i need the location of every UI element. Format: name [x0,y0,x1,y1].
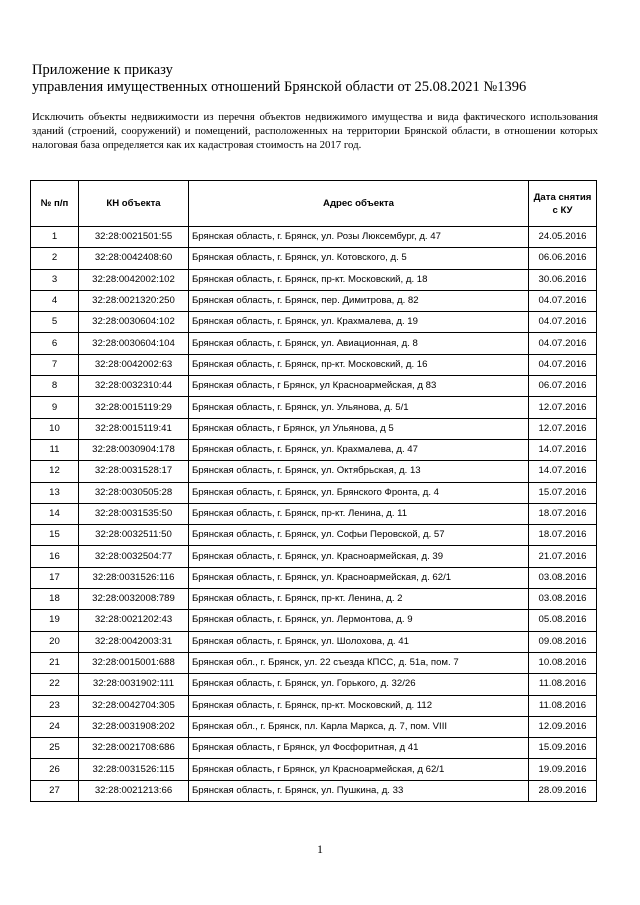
cadastral-number: 32:28:0021320:250 [79,290,189,311]
address: Брянская область, г Брянск, ул Красноармейская, д 62/1 [189,759,529,780]
cadastral-number: 32:28:0031908:202 [79,716,189,737]
address: Брянская область, г Брянск, ул Красноармейская, д 83 [189,376,529,397]
table-row [31,376,597,397]
address: Брянская область, г. Брянск, ул. Ульянова, д. 5/1 [189,397,529,418]
row-number: 17 [31,567,79,588]
cadastral-number: 32:28:0042704:305 [79,695,189,716]
cadastral-number: 32:28:0031902:111 [79,674,189,695]
cadastral-number: 32:28:0042002:102 [79,269,189,290]
address: Брянская область, г. Брянск, ул. Пушкина, д. 33 [189,780,529,801]
document-title [32,62,612,96]
title-line-2: управления имущественных отношений Брянской области от 25.08.2021 №1396 [32,79,527,95]
table-row [31,312,597,333]
removal-date: 11.08.2016 [529,674,597,695]
removal-date: 15.07.2016 [529,482,597,503]
cadastral-number: 32:28:0030505:28 [79,482,189,503]
cadastral-number: 32:28:0030904:178 [79,439,189,460]
row-number: 5 [31,312,79,333]
cadastral-number: 32:28:0031526:115 [79,759,189,780]
address: Брянская область, г. Брянск, ул. Шолохова, д. 41 [189,631,529,652]
row-number: 11 [31,439,79,460]
removal-date: 18.07.2016 [529,503,597,524]
cadastral-number: 32:28:0032008:789 [79,589,189,610]
removal-date: 11.08.2016 [529,695,597,716]
removal-date: 04.07.2016 [529,354,597,375]
row-number: 21 [31,652,79,673]
address: Брянская область, г. Брянск, ул. Красноармейская, д. 39 [189,546,529,567]
cadastral-number: 32:28:0031535:50 [79,503,189,524]
cadastral-number: 32:28:0042408:60 [79,248,189,269]
row-number: 12 [31,461,79,482]
removal-date: 10.08.2016 [529,652,597,673]
removal-date: 09.08.2016 [529,631,597,652]
cadastral-number: 32:28:0031526:116 [79,567,189,588]
address: Брянская область, г. Брянск, ул. Лермонтова, д. 9 [189,610,529,631]
table-row [31,525,597,546]
address: Брянская область, г. Брянск, пр-кт. Московский, д. 16 [189,354,529,375]
cadastral-number: 32:28:0032511:50 [79,525,189,546]
column-header-address: Адрес объекта [189,181,529,227]
row-number: 13 [31,482,79,503]
page-number: 1 [317,842,323,856]
address: Брянская область, г. Брянск, ул. Крахмалева, д. 47 [189,439,529,460]
removal-date: 12.07.2016 [529,397,597,418]
removal-date: 03.08.2016 [529,589,597,610]
removal-date: 14.07.2016 [529,461,597,482]
row-number: 27 [31,780,79,801]
table-row [31,610,597,631]
table-row [31,759,597,780]
address: Брянская область, г Брянск, ул Ульянова, д 5 [189,418,529,439]
cadastral-number: 32:28:0030604:102 [79,312,189,333]
removal-date: 28.09.2016 [529,780,597,801]
table-row [31,354,597,375]
cadastral-number: 32:28:0030604:104 [79,333,189,354]
address: Брянская область, г. Брянск, пр-кт. Ленина, д. 2 [189,589,529,610]
table-row [31,503,597,524]
row-number: 18 [31,589,79,610]
table-row [31,780,597,801]
address: Брянская область, г Брянск, ул Фосфоритная, д 41 [189,738,529,759]
address: Брянская область, г. Брянск, ул. Котовского, д. 5 [189,248,529,269]
removal-date: 15.09.2016 [529,738,597,759]
property-table [30,180,597,802]
row-number: 15 [31,525,79,546]
table-row [31,482,597,503]
address: Брянская область, г. Брянск, ул. Розы Люксембург, д. 47 [189,227,529,248]
row-number: 6 [31,333,79,354]
column-header-removal-date: Дата снятия с КУ [529,181,597,227]
address: Брянская обл., г. Брянск, ул. 22 съезда КПСС, д. 51а, пом. 7 [189,652,529,673]
title-line-1: Приложение к приказу [32,62,173,78]
table-row [31,738,597,759]
column-header-cadastral-number: КН объекта [79,181,189,227]
row-number: 2 [31,248,79,269]
table-row [31,674,597,695]
cadastral-number: 32:28:0021213:66 [79,780,189,801]
table-row [31,567,597,588]
address: Брянская область, г. Брянск, ул. Брянского Фронта, д. 4 [189,482,529,503]
row-number: 16 [31,546,79,567]
table-row [31,695,597,716]
removal-date: 30.06.2016 [529,269,597,290]
table-row [31,248,597,269]
row-number: 19 [31,610,79,631]
row-number: 14 [31,503,79,524]
row-number: 24 [31,716,79,737]
cadastral-number: 32:28:0042003:31 [79,631,189,652]
removal-date: 24.05.2016 [529,227,597,248]
removal-date: 04.07.2016 [529,290,597,311]
table-row [31,716,597,737]
table-row [31,652,597,673]
row-number: 7 [31,354,79,375]
table-row [31,461,597,482]
table-row [31,546,597,567]
table-header-row [31,181,597,227]
intro-paragraph: Исключить объекты недвижимости из перечня объектов недвижимого имущества и вида фактического использования зданий (строений, сооружений) и помещений, расположенных на территории Брянской области, в отношении которых налоговая база определяется как их кадастровая стоимость на 2017 год. [32,111,598,151]
address: Брянская область, г. Брянск, пр-кт. Ленина, д. 11 [189,503,529,524]
address: Брянская область, г. Брянск, ул. Красноармейская, д. 62/1 [189,567,529,588]
cadastral-number: 32:28:0015119:41 [79,418,189,439]
address: Брянская область, г. Брянск, ул. Софьи Перовской, д. 57 [189,525,529,546]
table-row [31,589,597,610]
row-number: 9 [31,397,79,418]
address: Брянская область, г. Брянск, пр-кт. Московский, д. 112 [189,695,529,716]
row-number: 1 [31,227,79,248]
cadastral-number: 32:28:0015001:688 [79,652,189,673]
removal-date: 04.07.2016 [529,333,597,354]
row-number: 23 [31,695,79,716]
removal-date: 21.07.2016 [529,546,597,567]
column-header-number: № п/п [31,181,79,227]
table-body [31,227,597,802]
removal-date: 19.09.2016 [529,759,597,780]
row-number: 20 [31,631,79,652]
removal-date: 12.07.2016 [529,418,597,439]
address: Брянская область, г. Брянск, ул. Авиационная, д. 8 [189,333,529,354]
cadastral-number: 32:28:0021708:686 [79,738,189,759]
table-row [31,397,597,418]
removal-date: 14.07.2016 [529,439,597,460]
row-number: 8 [31,376,79,397]
table-row [31,269,597,290]
table-row [31,333,597,354]
address: Брянская область, г. Брянск, пр-кт. Московский, д. 18 [189,269,529,290]
table-row [31,631,597,652]
cadastral-number: 32:28:0032310:44 [79,376,189,397]
cadastral-number: 32:28:0031528:17 [79,461,189,482]
removal-date: 04.07.2016 [529,312,597,333]
removal-date: 12.09.2016 [529,716,597,737]
removal-date: 06.07.2016 [529,376,597,397]
row-number: 10 [31,418,79,439]
address: Брянская обл., г. Брянск, пл. Карла Маркса, д. 7, пом. VIII [189,716,529,737]
address: Брянская область, г. Брянск, пер. Димитрова, д. 82 [189,290,529,311]
table-row [31,290,597,311]
removal-date: 05.08.2016 [529,610,597,631]
table-row [31,439,597,460]
cadastral-number: 32:28:0021501:55 [79,227,189,248]
cadastral-number: 32:28:0042002:63 [79,354,189,375]
address: Брянская область, г. Брянск, ул. Крахмалева, д. 19 [189,312,529,333]
cadastral-number: 32:28:0032504:77 [79,546,189,567]
removal-date: 03.08.2016 [529,567,597,588]
row-number: 25 [31,738,79,759]
row-number: 3 [31,269,79,290]
table-row [31,418,597,439]
cadastral-number: 32:28:0015119:29 [79,397,189,418]
removal-date: 18.07.2016 [529,525,597,546]
address: Брянская область, г. Брянск, ул. Горького, д. 32/26 [189,674,529,695]
cadastral-number: 32:28:0021202:43 [79,610,189,631]
row-number: 26 [31,759,79,780]
table-row [31,227,597,248]
row-number: 4 [31,290,79,311]
row-number: 22 [31,674,79,695]
address: Брянская область, г. Брянск, ул. Октябрьская, д. 13 [189,461,529,482]
removal-date: 06.06.2016 [529,248,597,269]
